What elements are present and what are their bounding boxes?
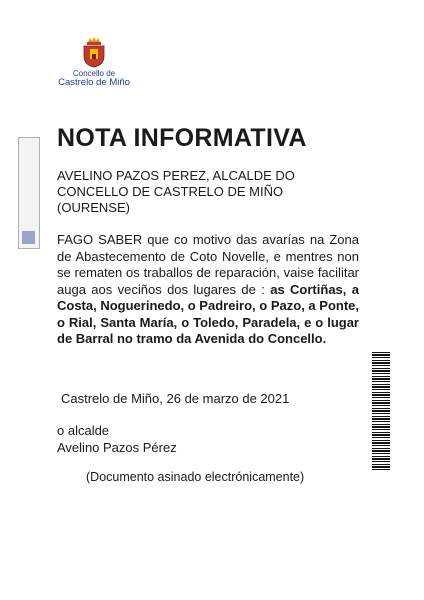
qr-code-icon [22, 231, 35, 244]
validation-side-text [393, 352, 413, 572]
body-text: FAGO SABER que co motivo das avarías na Zona de Abastecemento de Coto Novelle, e mentres non se rematen os traballos de reparación, vaise facilitar auga aos veciños dos lugares de : [57, 232, 359, 297]
signer-role: o alcalde [57, 423, 110, 438]
verification-stamp [18, 137, 40, 249]
notice-date: Castrelo de Miño, 26 de marzo de 2021 [61, 391, 290, 406]
signature-note: (Documento asinado electrónicamente) [86, 470, 305, 484]
coat-of-arms-icon [81, 36, 107, 68]
municipal-logo [54, 36, 134, 88]
body-places: as Cortiñas, a Costa, Noguerinedo, o Padreiro, o Pazo, a Ponte, o Rial, Santa María, o Toledo, Paradela, e o lugar de Barral no tramo da Avenida do Concello. [57, 281, 359, 346]
barcode [372, 352, 390, 472]
notice-body [57, 232, 359, 348]
org-name-line1: Concello de [72, 69, 116, 78]
page-title: NOTA INFORMATIVA [57, 124, 307, 152]
org-name-line2: Castrelo de Miño [58, 77, 130, 88]
stamp-side-text [38, 138, 46, 246]
signer-name: Avelino Pazos Pérez [57, 440, 177, 455]
addressee: AVELINO PAZOS PEREZ, ALCALDE DO CONCELLO DE CASTRELO DE MIÑO (OURENSE) [57, 168, 295, 215]
